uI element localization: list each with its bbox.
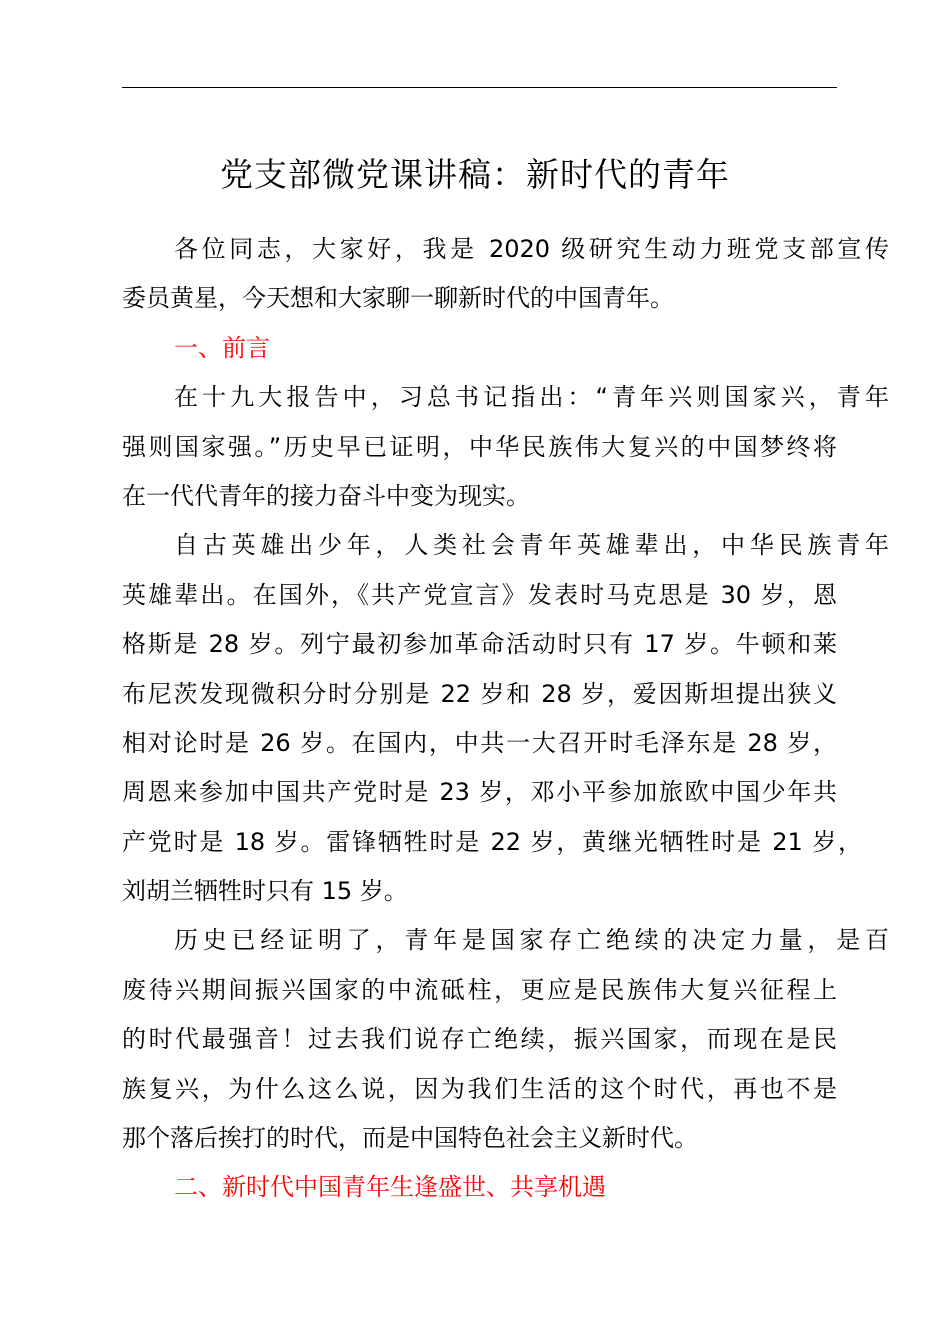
paragraph-line: 产党时是 18 岁。雷锋牺牲时是 22 岁，黄继光牺牲时是 21 岁， [122,827,862,856]
paragraph-line: 周恩来参加中国共产党时是 23 岁，邓小平参加旅欧中国少年共 [122,778,837,807]
document-body [122,225,889,1213]
paragraph-line: 委员黄星，今天想和大家聊一聊新时代的中国青年。 [122,284,674,313]
paragraph-line: 历史已经证明了，青年是国家存亡绝续的决定力量，是百 [174,926,889,955]
document-title: 党支部微党课讲稿：新时代的青年 [220,155,730,194]
paragraph-line: 布尼茨发现微积分时分别是 22 岁和 28 岁，爱因斯坦提出狭义 [122,679,837,708]
paragraph-line: 在一代代青年的接力奋斗中变为现实。 [122,481,530,510]
section-heading-preface: 一、前言 [174,333,270,362]
paragraph-line: 废待兴期间振兴国家的中流砥柱，更应是民族伟大复兴征程上 [122,975,837,1004]
paragraph-line: 格斯是 28 岁。列宁最初参加革命活动时只有 17 岁。牛顿和莱 [122,630,837,659]
paragraph-line: 英雄辈出。在国外，《共产党宣言》发表时马克思是 30 岁，恩 [122,580,837,609]
paragraph-line: 强则国家强。”历史早已证明，中华民族伟大复兴的中国梦终将 [122,432,837,461]
paragraph-line: 各位同志，大家好，我是 2020 级研究生动力班党支部宣传 [174,235,889,263]
section-heading-new-era: 二、新时代中国青年生逢盛世、共享机遇 [174,1173,606,1202]
header-rule [122,87,837,88]
paragraph-line: 那个落后挨打的时代，而是中国特色社会主义新时代。 [122,1124,698,1153]
paragraph-line: 族复兴，为什么这么说，因为我们生活的这个时代，再也不是 [122,1074,837,1103]
paragraph-line: 在十九大报告中，习总书记指出：“青年兴则国家兴，青年 [174,383,889,412]
paragraph-line: 的时代最强音！过去我们说存亡绝续，振兴国家，而现在是民 [122,1025,837,1054]
paragraph-line: 自古英雄出少年，人类社会青年英雄辈出，中华民族青年 [174,531,889,560]
paragraph-line: 相对论时是 26 岁。在国内，中共一大召开时毛泽东是 28 岁， [122,728,837,757]
paragraph-line: 刘胡兰牺牲时只有 15 岁。 [122,877,408,906]
